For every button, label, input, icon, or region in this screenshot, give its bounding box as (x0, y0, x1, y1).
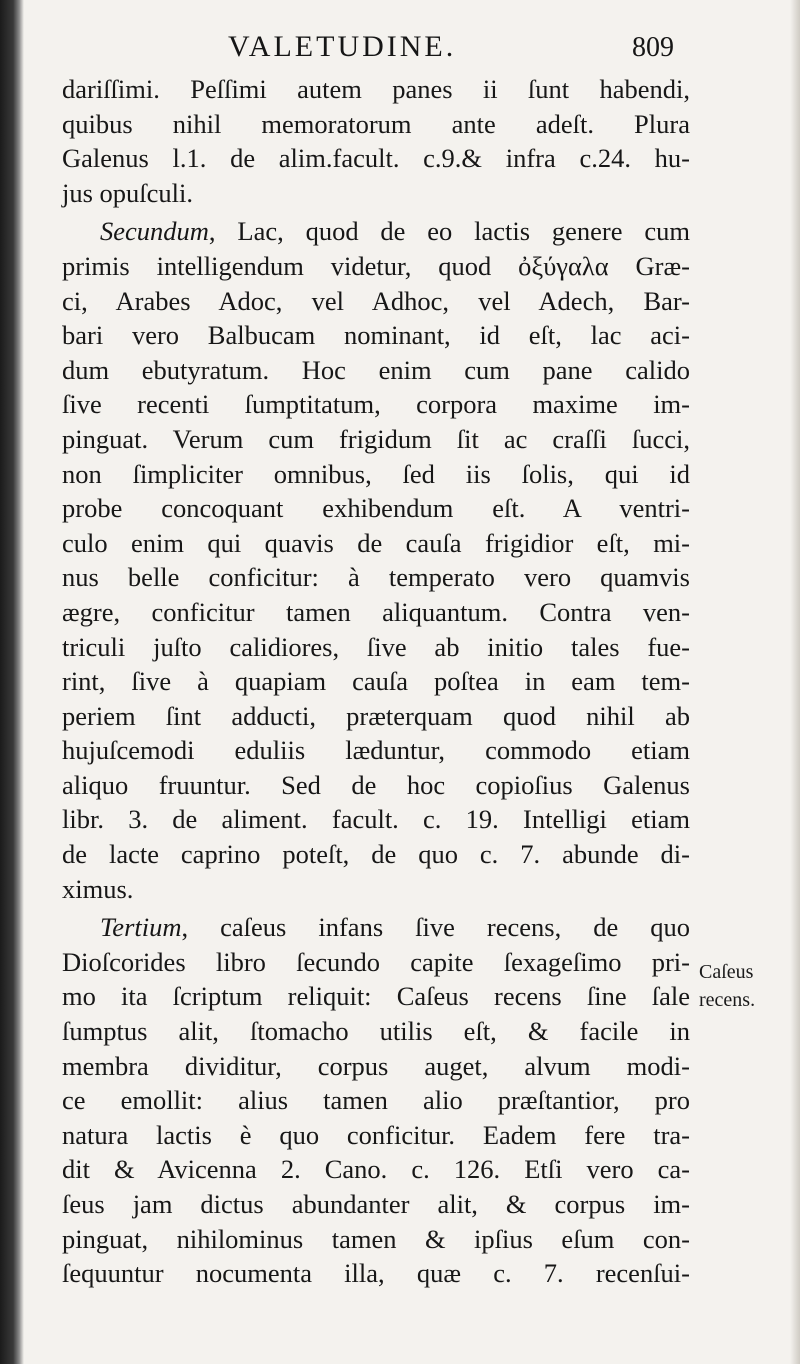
text-line: pinguat, nihilominus tamen & ipſius eſum con- (62, 1223, 690, 1254)
text-line: Galenus l.1. de alim.facult. c.9.& infra c.24. hu- (62, 143, 690, 174)
running-head: VALETUDINE. (228, 30, 457, 63)
text-line: dum ebutyratum. Hoc enim cum pane calido (62, 354, 690, 385)
text-line: ſeus jam dictus abundanter alit, & corpus im- (62, 1189, 690, 1219)
text-line: jus opuſculi. (62, 177, 194, 208)
text-line: de lacte caprino poteſt, de quo c. 7. abunde di- (62, 839, 690, 870)
text-line: non ſimpliciter omnibus, ſed iis ſolis, qui id (62, 458, 690, 489)
text-line: membra dividitur, corpus auget, alvum modi- (62, 1050, 690, 1081)
margin-note-line: recens. (699, 989, 756, 1011)
margin-note (699, 958, 755, 1014)
text-line: Dioſcorides libro ſecundo capite ſexageſimo pri- (62, 946, 690, 977)
page-gutter-shadow (0, 0, 24, 1364)
text-line: hujuſcemodi eduliis læduntur, commodo etiam (62, 735, 690, 766)
page-edge-shadow (790, 0, 800, 1364)
text-line: ſequuntur nocumenta illa, quæ c. 7. recenſui- (62, 1258, 690, 1289)
text-line: ſive recenti ſumptitatum, corpora maxime im- (62, 389, 690, 420)
text-line: Secundum, Lac, quod de eo lactis genere cum (100, 216, 690, 247)
text-line: ximus. (62, 873, 134, 904)
text-line: mo ita ſcriptum reliquit: Caſeus recens ſine ſale (62, 981, 690, 1012)
body-text (62, 72, 690, 1291)
text-line: primis intelligendum videtur, quod ὀξύγαλα Græ- (62, 250, 690, 281)
text-line: periem ſint adducti, præterquam quod nihil ab (62, 700, 690, 731)
text-line: ci, Arabes Adoc, vel Adhoc, vel Adech, Bar- (62, 285, 690, 316)
text-line: quibus nihil memoratorum ante adeſt. Plura (62, 108, 690, 139)
text-line: natura lactis è quo conficitur. Eadem fere tra- (62, 1119, 690, 1150)
text-line: ſumptus alit, ſtomacho utilis eſt, & facile in (62, 1016, 690, 1047)
text-line: libr. 3. de aliment. facult. c. 19. Intelligi etiam (62, 804, 690, 835)
text-line: dit & Avicenna 2. Cano. c. 126. Etſi vero ca- (62, 1154, 690, 1185)
text-line: triculi juſto calidiores, ſive ab initio tales fue- (62, 631, 690, 662)
text-line: aliquo fruuntur. Sed de hoc copioſius Galenus (62, 769, 690, 800)
text-line: probe concoquant exhibendum eſt. A ventri- (62, 493, 690, 524)
text-line: Tertium, caſeus infans ſive recens, de quo (100, 912, 690, 943)
text-line: ce emollit: alius tamen alio præſtantior, pro (62, 1085, 690, 1116)
text-line: rint, ſive à quapiam cauſa poſtea in eam tem- (62, 666, 690, 697)
text-line: pinguat. Verum cum frigidum ſit ac craſſi ſucci, (62, 423, 690, 454)
page-number: 809 (632, 32, 674, 63)
text-line: bari vero Balbucam nominant, id eſt, lac aci- (62, 320, 690, 351)
text-line: dariſſimi. Peſſimi autem panes ii ſunt habendi, (62, 74, 690, 104)
text-line: nus belle conficitur: à temperato vero quamvis (62, 562, 690, 593)
text-line: ægre, conficitur tamen aliquantum. Contra ven- (62, 596, 690, 627)
text-line: culo enim qui quavis de cauſa frigidior eſt, mi- (62, 527, 690, 558)
margin-note-line: Caſeus (699, 961, 754, 983)
